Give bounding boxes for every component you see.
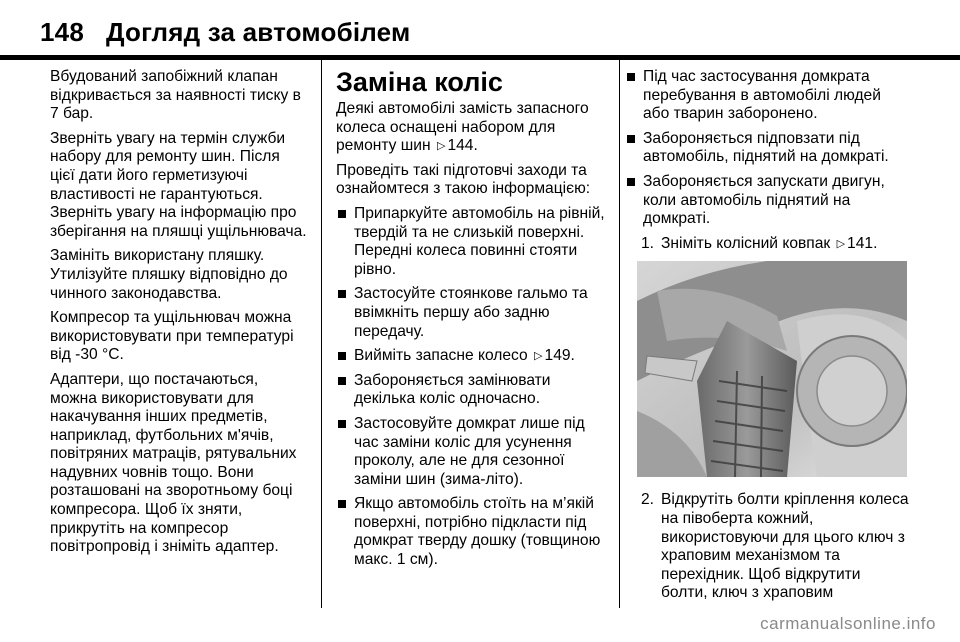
wheel-photo-graphic <box>637 261 907 477</box>
steps-list-continued <box>625 491 910 603</box>
list-item <box>625 68 910 124</box>
step-number: 1. <box>641 234 655 252</box>
page-reference[interactable]: 141. <box>847 234 878 252</box>
step-text: Відкрутіть болти кріплення колеса на півоберта кожний, використовуючи для цього ключ з храповим механізмом та перехідник. Щоб відкрутити болти, ключ з храповим <box>661 491 909 602</box>
list-item-text: Забороняється замінювати декілька коліс одночасно. <box>354 371 551 408</box>
square-bullet-icon <box>627 178 635 186</box>
square-bullet-icon <box>627 73 635 81</box>
page-title: Догляд за автомобілем <box>105 16 411 47</box>
prep-paragraph: Проведіть такі підготовчі заходи та ознайомтеся з такою інформацією: <box>336 161 591 198</box>
triangle-right-icon: ▷ <box>836 237 846 250</box>
list-item <box>336 495 608 569</box>
column-divider <box>619 60 620 608</box>
list-item-text: Забороняється підповзати під автомобіль, піднятий на домкраті. <box>643 129 889 166</box>
section-title: Заміна коліс <box>336 67 503 97</box>
column-right <box>625 68 910 609</box>
list-item-text: Забороняється запускати двигун, коли автомобіль піднятий на домкраті. <box>643 172 885 228</box>
list-item <box>625 173 910 229</box>
paragraph: Вбудований запобіжний клапан відкривається за наявності тиску в 7 бар. <box>50 68 301 123</box>
list-item <box>336 415 608 489</box>
square-bullet-icon <box>338 352 346 360</box>
list-item-text: Застосуйте стоянкове гальмо та ввімкніть першу або задню передачу. <box>354 285 588 340</box>
intro-text: Деякі автомобілі замість запасного колеса оснащені набором для ремонту шин <box>336 100 589 155</box>
square-bullet-icon <box>338 290 346 298</box>
square-bullet-icon <box>338 210 346 218</box>
page-reference[interactable]: 144. <box>447 137 478 155</box>
wheel-illustration <box>637 261 907 477</box>
warning-list <box>625 68 910 229</box>
square-bullet-icon <box>338 420 346 428</box>
header-rule <box>0 55 960 60</box>
triangle-right-icon: ▷ <box>534 350 543 363</box>
list-item <box>625 130 910 167</box>
list-item-text: Якщо автомобіль стоїть на м’якій поверхні, потрібно підкласти під домкрат тверду дошку (товщиною макс. 1 см). <box>354 495 601 569</box>
list-item <box>336 285 608 341</box>
page-number: 148 <box>40 16 84 47</box>
list-item-text: Припаркуйте автомобіль на рівній, твердій та не слизькій поверхні. Передні колеса повинні стояти рівно. <box>354 204 605 278</box>
page-reference[interactable]: 149. <box>544 347 575 365</box>
watermark: carmanualsonline.info <box>760 614 936 633</box>
column-left <box>50 68 308 563</box>
list-item-text: Вийміть запасне колесо <box>354 347 528 365</box>
triangle-right-icon: ▷ <box>436 140 446 153</box>
square-bullet-icon <box>338 377 346 385</box>
page-header <box>40 12 410 52</box>
column-divider <box>321 60 322 608</box>
column-middle <box>336 68 608 576</box>
step-number: 2. <box>641 491 655 509</box>
list-item <box>336 372 608 409</box>
list-item-text: Застосовуйте домкрат лише під час заміни коліс для усунення проколу, але не для сезонної заміни шин (зима-літо). <box>354 414 585 488</box>
paragraph: Компресор та ущільнювач можна використовувати при температурі від -30 °C. <box>50 309 294 364</box>
paragraph: Замініть використану пляшку. Утилізуйте пляшку відповідно до чинного законодавства. <box>50 247 288 302</box>
paragraph: Адаптери, що постачаються, можна використовувати для накачування інших предметів, наприклад, футбольних м'ячів, повітряних матраців, рятувальних надувних човнів тощо. Вони розташовані на зворотньому боці компресора. Щоб їх зняти, прикрутіть на компресор повітропровід і зніміть адаптер. <box>50 370 297 556</box>
step-item <box>625 491 910 603</box>
list-item <box>336 347 608 366</box>
square-bullet-icon <box>627 135 635 143</box>
steps-list <box>625 235 910 254</box>
intro-paragraph <box>336 100 608 156</box>
preparation-list <box>336 205 608 570</box>
square-bullet-icon <box>338 500 346 508</box>
step-item <box>625 235 910 254</box>
list-item-text: Під час застосування домкрата перебування в автомобілі людей або тварин заборонено. <box>643 68 881 123</box>
step-text: Зніміть колісний ковпак <box>661 234 831 252</box>
paragraph: Зверніть увагу на термін служби набору для ремонту шин. Після цієї дати його герметизуючі властивості не гарантуються. Зверніть увагу на інформацію про зберігання на пляшці ущільнювача. <box>50 129 307 240</box>
list-item <box>336 205 608 279</box>
